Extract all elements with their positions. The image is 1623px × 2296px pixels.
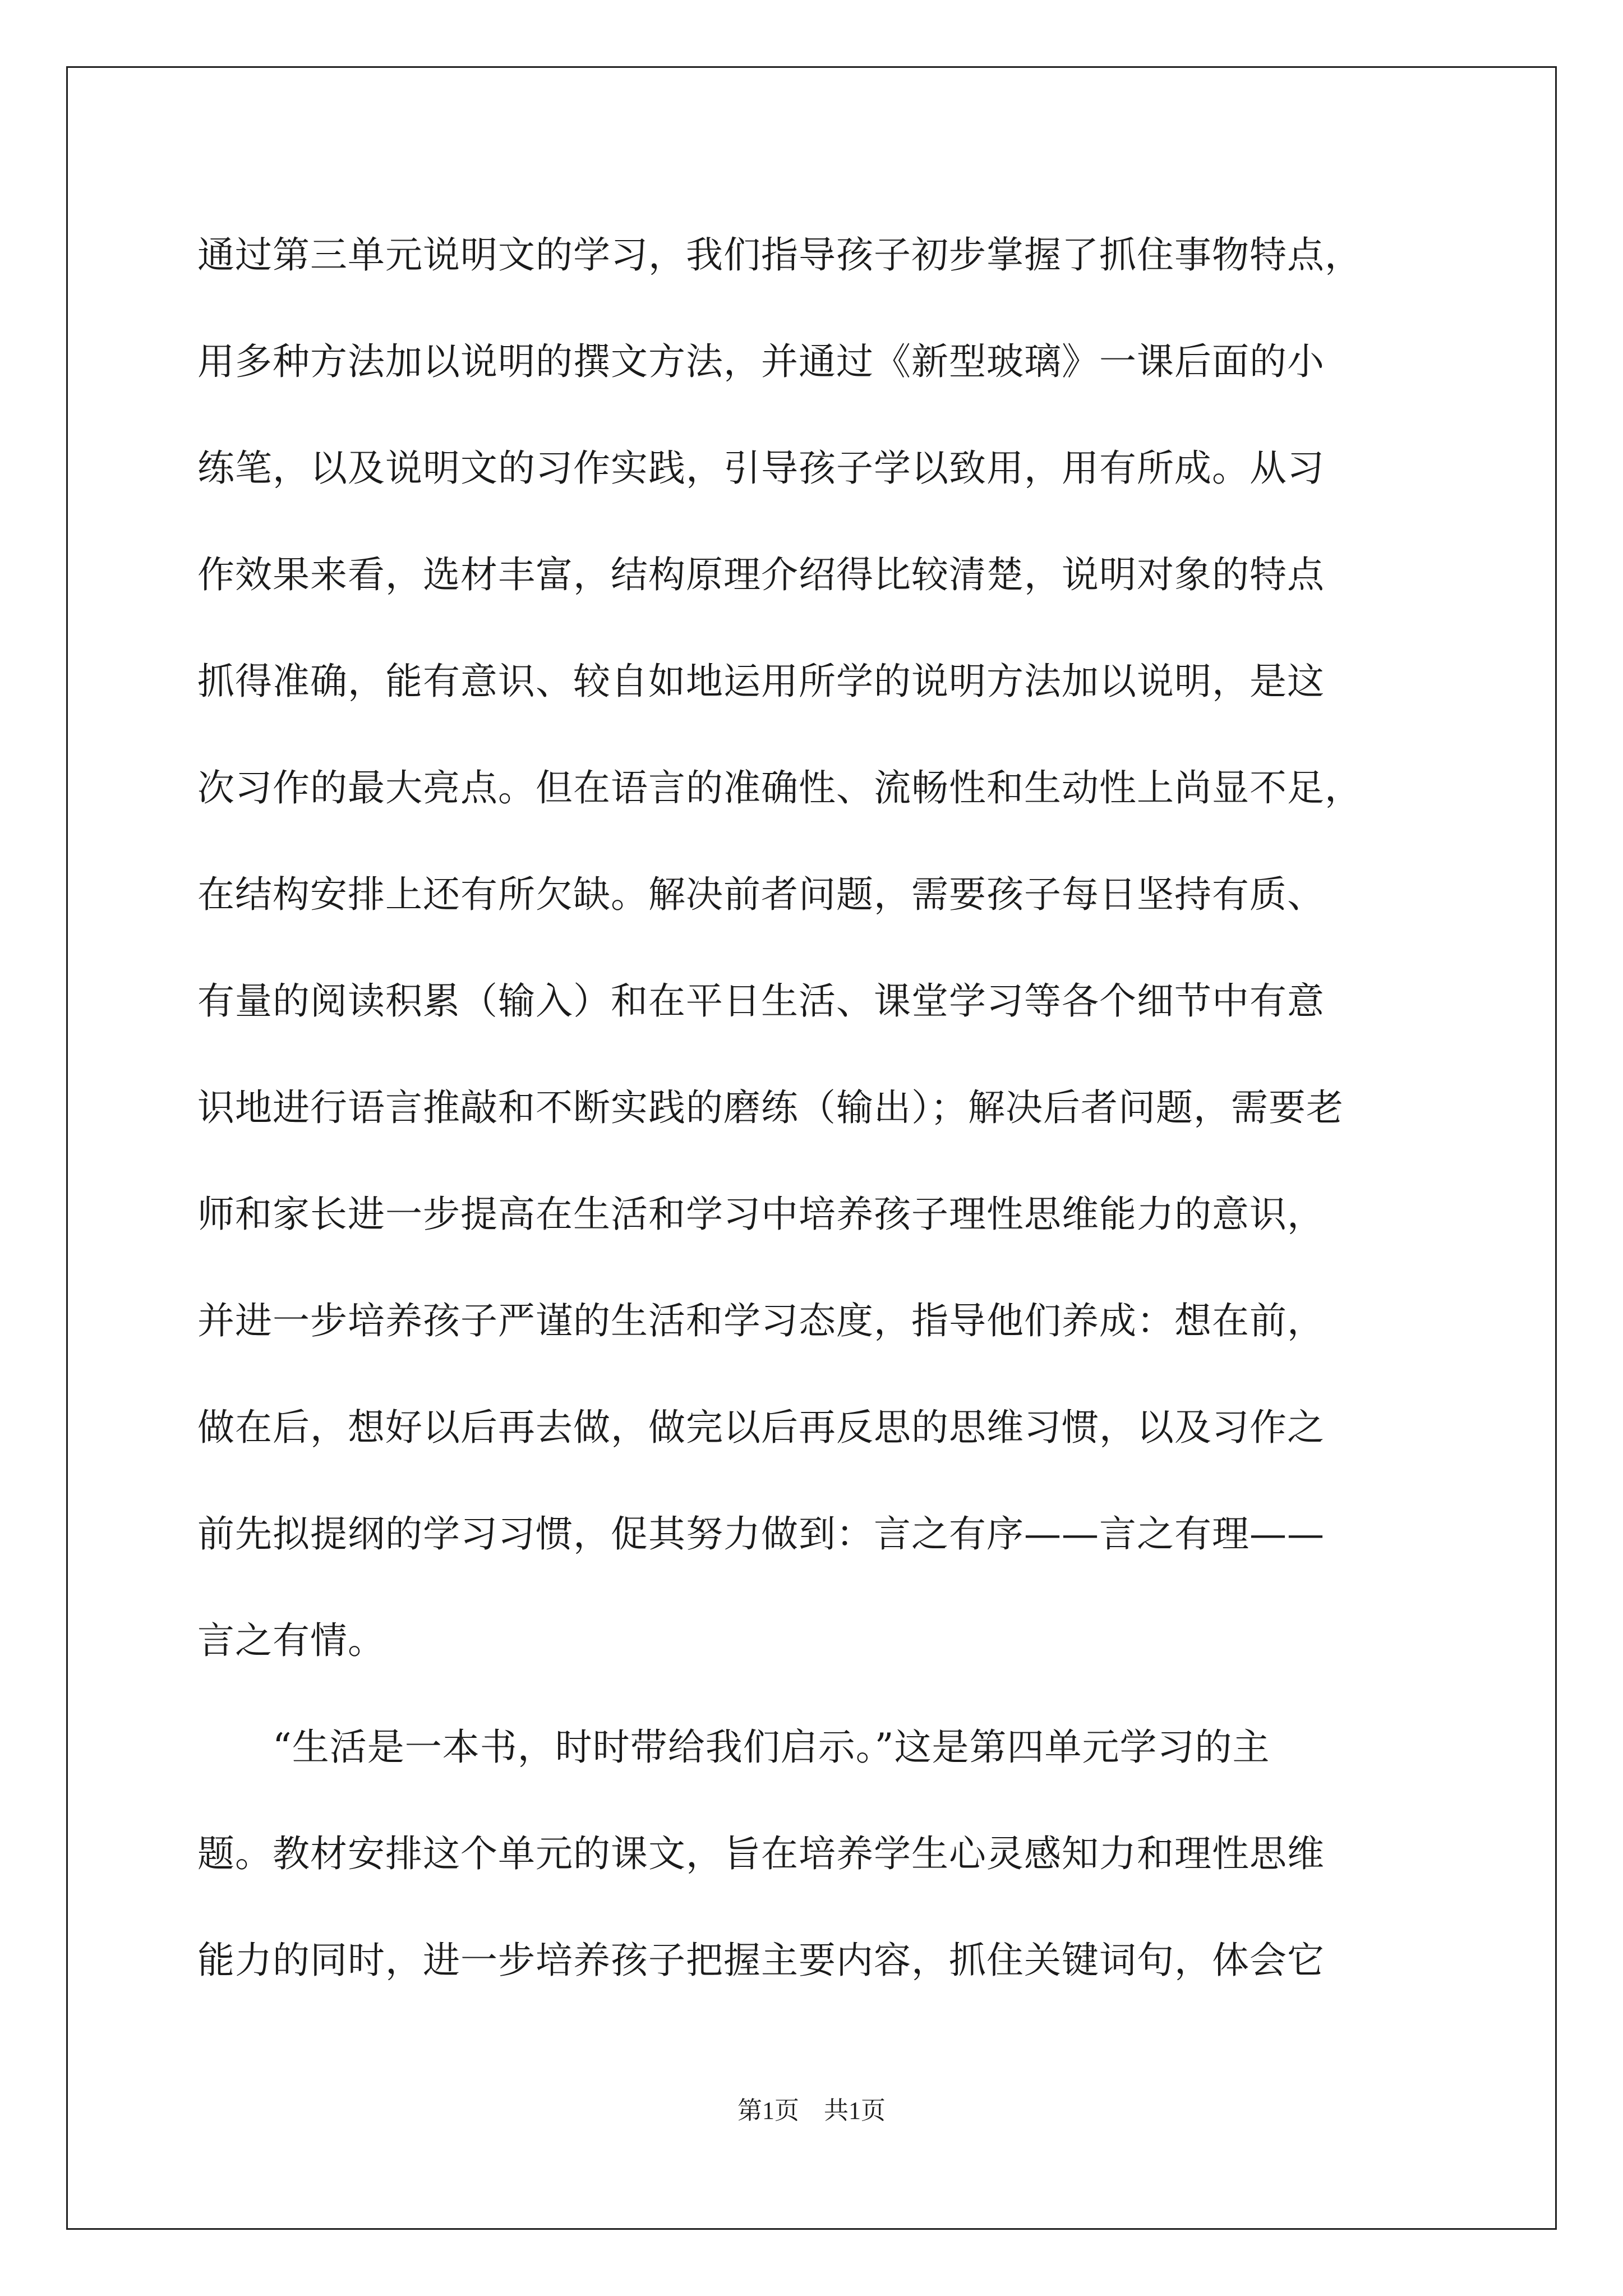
text-line: 题。教材安排这个单元的课文，旨在培养学生心灵感知力和理性思维	[197, 1832, 1325, 1875]
text-line: 在结构安排上还有所欠缺。解决前者问题，需要孩子每日坚持有质、	[197, 873, 1325, 916]
text-line: 用多种方法加以说明的撰文方法，并通过《新型玻璃》一课后面的小	[197, 340, 1325, 383]
text-line: 通过第三单元说明文的学习，我们指导孩子初步掌握了抓住事物特点，	[197, 233, 1362, 277]
text-line: 前先拟提纲的学习习惯，促其努力做到：言之有序——言之有理——	[197, 1512, 1325, 1556]
text-line: 练笔，以及说明文的习作实践，引导孩子学以致用，用有所成。从习	[197, 447, 1325, 490]
text-line: 作效果来看，选材丰富，结构原理介绍得比较清楚，说明对象的特点	[197, 553, 1325, 596]
text-line: 有量的阅读积累（输入）和在平日生活、课堂学习等各个细节中有意	[197, 979, 1325, 1023]
text-line: “生活是一本书，时时带给我们启示。”这是第四单元学习的主	[197, 1726, 1270, 1769]
page-number: 第1页 共1页	[737, 2097, 886, 2124]
text-line: 师和家长进一步提高在生活和学习中培养孩子理性思维能力的意识，	[197, 1193, 1325, 1236]
text-line: 并进一步培养孩子严谨的生活和学习态度，指导他们养成：想在前，	[197, 1299, 1325, 1342]
page-footer	[0, 2090, 1623, 2126]
document-body	[197, 202, 1448, 2014]
text-line: 抓得准确，能有意识、较自如地运用所学的说明方法加以说明，是这	[197, 660, 1325, 703]
text-line: 次习作的最大亮点。但在语言的准确性、流畅性和生动性上尚显不足，	[197, 766, 1362, 809]
text-line: 做在后，想好以后再去做，做完以后再反思的思维习惯，以及习作之	[197, 1406, 1325, 1449]
text-line: 识地进行语言推敲和不断实践的磨练（输出）；解决后者问题，需要老	[197, 1086, 1344, 1129]
text-line: 能力的同时，进一步培养孩子把握主要内容，抓住关键词句，体会它	[197, 1939, 1325, 1982]
text-line: 言之有情。	[197, 1619, 385, 1662]
